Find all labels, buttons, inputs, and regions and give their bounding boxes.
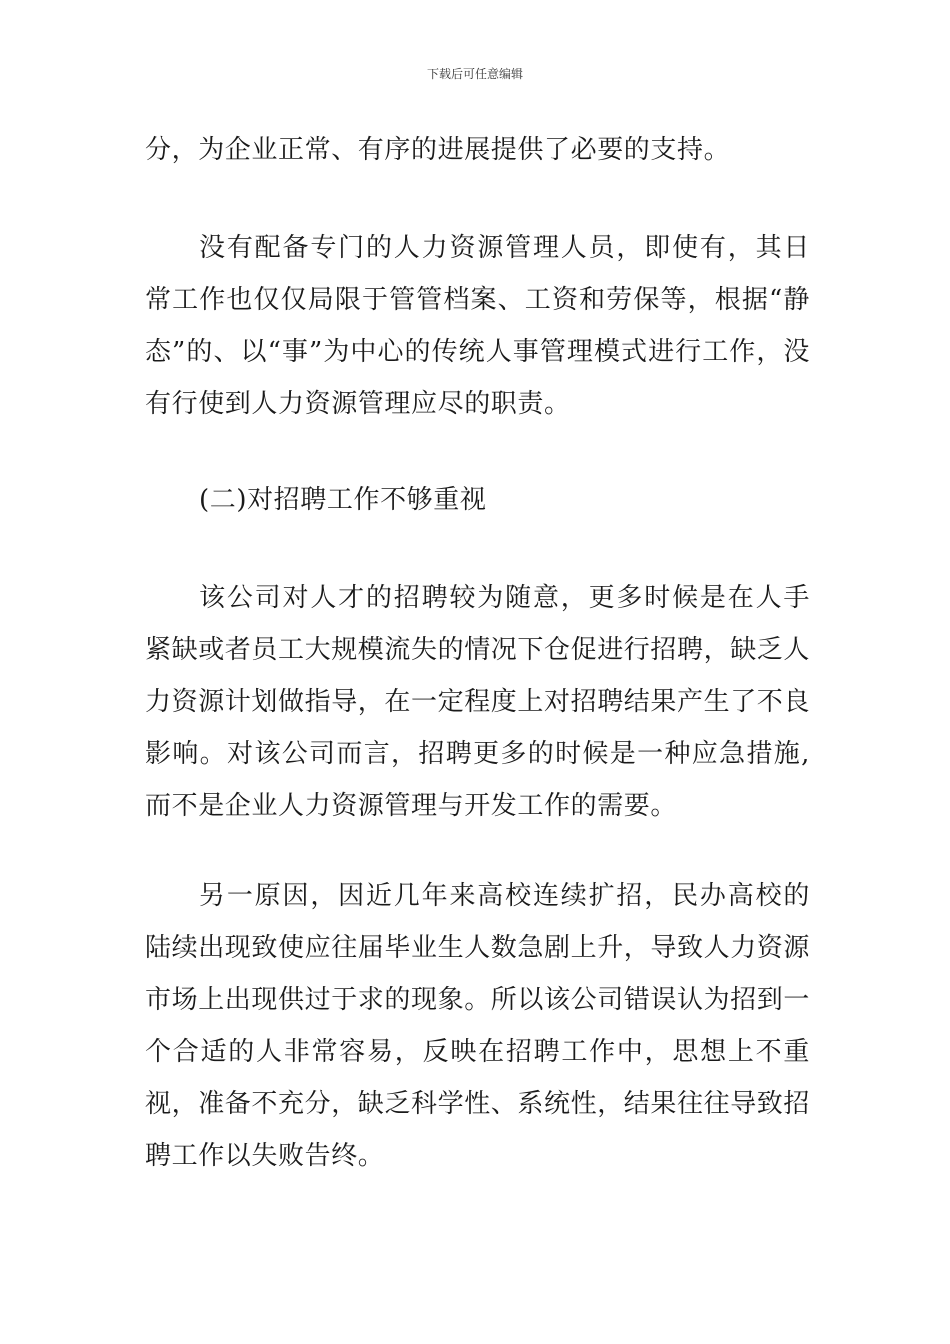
paragraph-other-reason: 另一原因，因近几年来高校连续扩招，民办高校的陆续出现致使应往届毕业生人数急剧上升，导致人力资源市场上出现供过于求的现象。所以该公司错误认为招到一个合适的人非常容易，反映在招聘工作中，思想上不重视，准备不充分，缺乏科学性、系统性，结果往往导致招聘工作以失败告终。 — [145, 881, 811, 1171]
paragraph-hr-staff: 没有配备专门的人力资源管理人员，即使有，其日常工作也仅仅局限于管管档案、工资和劳保等，根据“静态”的、以“事”为中心的传统人事管理模式进行工作，没有行使到人力资源管理应尽的职责。 — [145, 233, 810, 419]
paragraph-recruitment: 该公司对人才的招聘较为随意，更多时候是在人手紧缺或者员工大规模流失的情况下仓促进行招聘，缺乏人力资源计划做指导，在一定程度上对招聘结果产生了不良影响。对该公司而言，招聘更多的时候是一种应急措施,而不是企业人力资源管理与开发工作的需要。 — [145, 583, 811, 821]
page-header: 下载后可任意编辑 — [426, 67, 523, 81]
section-heading: (二)对招聘工作不够重视 — [199, 485, 487, 515]
paragraph-continuation: 分，为企业正常、有序的进展提供了必要的支持。 — [145, 135, 731, 165]
